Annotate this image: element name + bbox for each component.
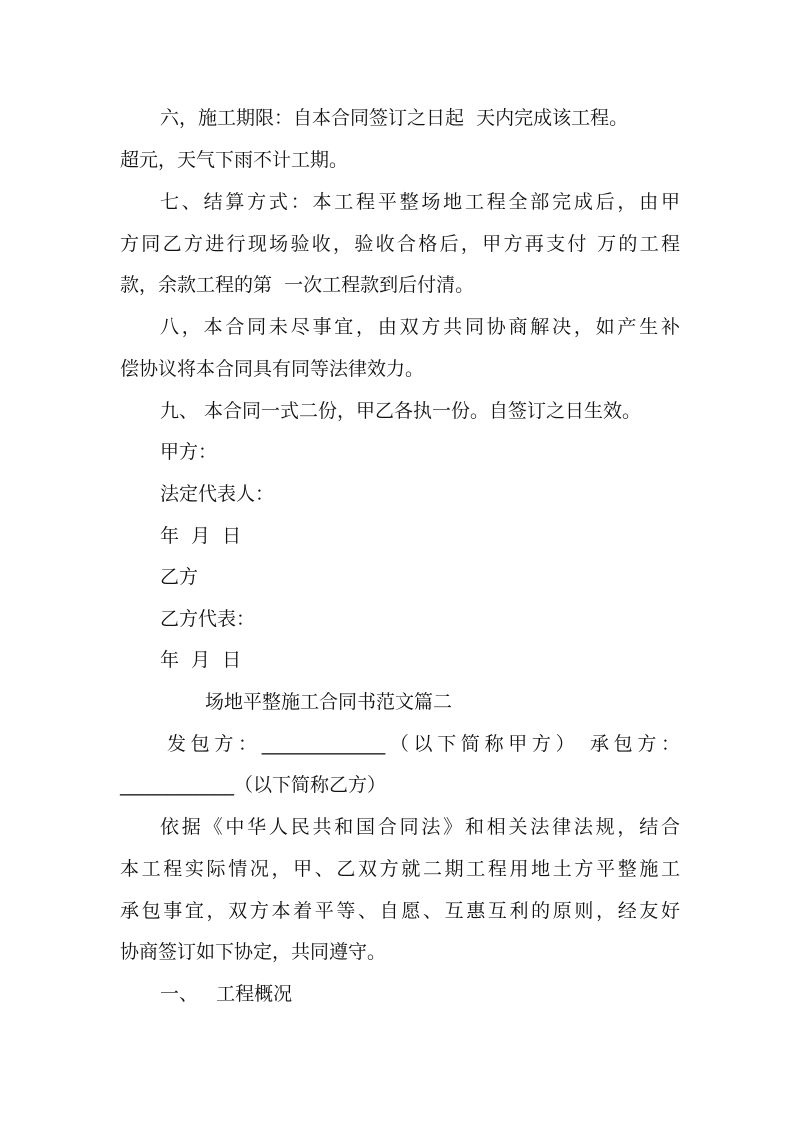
part-2-title: 场地平整施工合同书范文篇二	[205, 691, 453, 713]
intro-line-3: 承包事宜，双方本着平等、自愿、互惠互利的原则，经友好	[120, 900, 680, 922]
section-7-line-1: 七、结算方式：本工程平整场地工程全部完成后，由甲	[160, 191, 680, 213]
intro-line-2: 本工程实际情况，甲、乙双方就二期工程用地土方平整施工	[120, 858, 680, 880]
party-b-label: 乙方	[160, 566, 199, 588]
section-8-line-2: 偿协议将本合同具有同等法律效力。	[120, 358, 425, 380]
intro-line-1: 依据《中华人民共和国合同法》和相关法律法规，结合	[160, 816, 680, 838]
party-b-representative-label: 乙方代表：	[160, 608, 256, 630]
date-line-a: 年 月 日	[160, 525, 242, 547]
intro-line-4: 协商签订如下协定，共同遵守。	[120, 941, 387, 963]
section-9-line-1: 九、 本合同一式二份，甲乙各执一份。自签订之日生效。	[160, 400, 642, 422]
section-6-line-1: 六，施工期限：自本合同签订之日起 天内完成该工程。	[160, 107, 629, 129]
section-1-heading: 一、 工程概况	[160, 983, 293, 1005]
contractor-line-2: ____________（以下简称乙方）	[120, 774, 387, 796]
section-6-line-2: 超元，天气下雨不计工期。	[120, 149, 349, 171]
date-line-b: 年 月 日	[160, 649, 242, 671]
section-7-line-3: 款，余款工程的第 一次工程款到后付清。	[120, 274, 475, 296]
section-7-line-2: 方同乙方进行现场验收，验收合格后，甲方再支付 万的工程	[120, 233, 680, 255]
section-8-line-1: 八，本合同未尽事宜，由双方共同协商解决，如产生补	[160, 316, 680, 338]
contractor-line-1: 发包方：_____________（以下简称甲方） 承包方：	[167, 733, 680, 755]
legal-representative-label: 法定代表人：	[160, 483, 275, 505]
party-a-label: 甲方：	[160, 441, 218, 463]
